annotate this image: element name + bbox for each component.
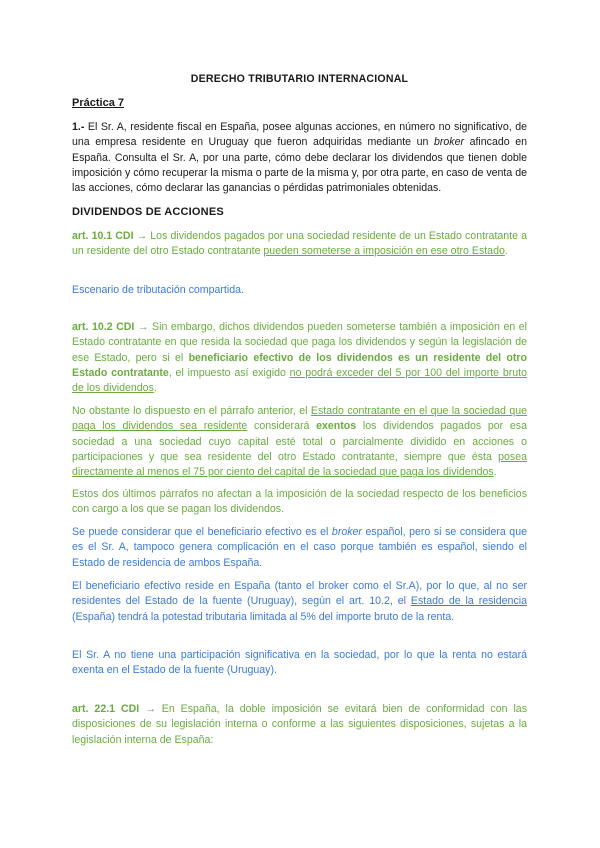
section-heading: DIVIDENDOS DE ACCIONES	[72, 206, 224, 218]
practice-heading: Práctica 7	[72, 97, 124, 109]
question-1-paragraph: 1.- El Sr. A, residente fiscal en España, posee algunas acciones, en número no significativo, de una empresa residente en Uruguay que fueron adquiridas mediante un broker afincado en España. Consulta el Sr. A, por una parte, cómo debe declarar los dividendos que tienen doble imposición y cómo recuperar la misma o parte de la misma y, por otra parte, en caso de venta de las acciones, cómo declarar las ganancias o pérdidas patrimoniales obtenidas.	[72, 121, 527, 195]
arrow-icon: →	[139, 703, 162, 715]
closing-paragraph: Estos dos últimos párrafos no afectan a la imposición de la sociedad respecto de los beneficios con cargo a los que se pagan los dividendos.	[72, 488, 527, 516]
participation-note: El Sr. A no tiene una participación significativa en la sociedad, por lo que la renta no estará exenta en el Estado de la fuente (Uruguay).	[72, 649, 527, 677]
residence-note: El beneficiario efectivo reside en España (tanto el broker como el Sr.A), por lo que, al no ser residentes del Estado de la fuente (Uruguay), según el art. 10.2, el Estado de la residencia (España) tendrá la potestad tributaria limitada al 5% del importe bruto de la renta.	[72, 580, 527, 623]
question-number: 1.-	[72, 121, 85, 133]
article-10-1-paragraph: art. 10.1 CDI → Los dividendos pagados por una sociedad residente de un Estado contratante a un residente del otro Estado contratante pueden someterse a imposición en ese otro Estado.	[72, 230, 527, 258]
article-label: art. 22.1 CDI	[72, 703, 140, 715]
article-label: art. 10.1 CDI	[72, 230, 134, 242]
article-10-2-paragraph: art. 10.2 CDI → Sin embargo, dichos dividendos pueden someterse también a imposición en el Estado contratante en que resida la sociedad que paga los dividendos y según la legislación de ese Estado, pero si el beneficiario efectivo de los dividendos es un residente del otro Estado contratante, el impuesto así exigido no podrá exceder del 5 por 100 del importe bruto de los dividendos.	[72, 321, 528, 395]
arrow-icon: →	[133, 230, 151, 242]
exemption-paragraph: No obstante lo dispuesto en el párrafo anterior, el Estado contratante en el que la sociedad que paga los dividendos sea residente considerará exentos los dividendos pagados por esa sociedad a una sociedad cuyo capital esté total o parcialmente dividido en acciones o participaciones y que sea residente del otro Estado contratante, siempre que ésta posea directamente al menos el 75 por ciento del capital de la sociedad que paga los dividendos.	[72, 405, 528, 479]
beneficiary-note: Se puede considerar que el beneficiario efectivo es el broker español, pero si se considera que es el Sr. A, tampoco genera complicación en el caso porque también es español, siendo el Estado de residencia de ambos España.	[72, 526, 527, 569]
scenario-note: Escenario de tributación compartida.	[72, 284, 244, 296]
arrow-icon: →	[134, 321, 153, 333]
document-title: DERECHO TRIBUTARIO INTERNACIONAL	[190, 73, 409, 85]
article-label: art. 10.2 CDI	[72, 321, 135, 333]
article-22-1-paragraph: art. 22.1 CDI → En España, la doble imposición se evitará bien de conformidad con las disposiciones de su legislación interna o conforme a las siguientes disposiciones, sujetas a la legislación interna de España:	[72, 703, 527, 746]
